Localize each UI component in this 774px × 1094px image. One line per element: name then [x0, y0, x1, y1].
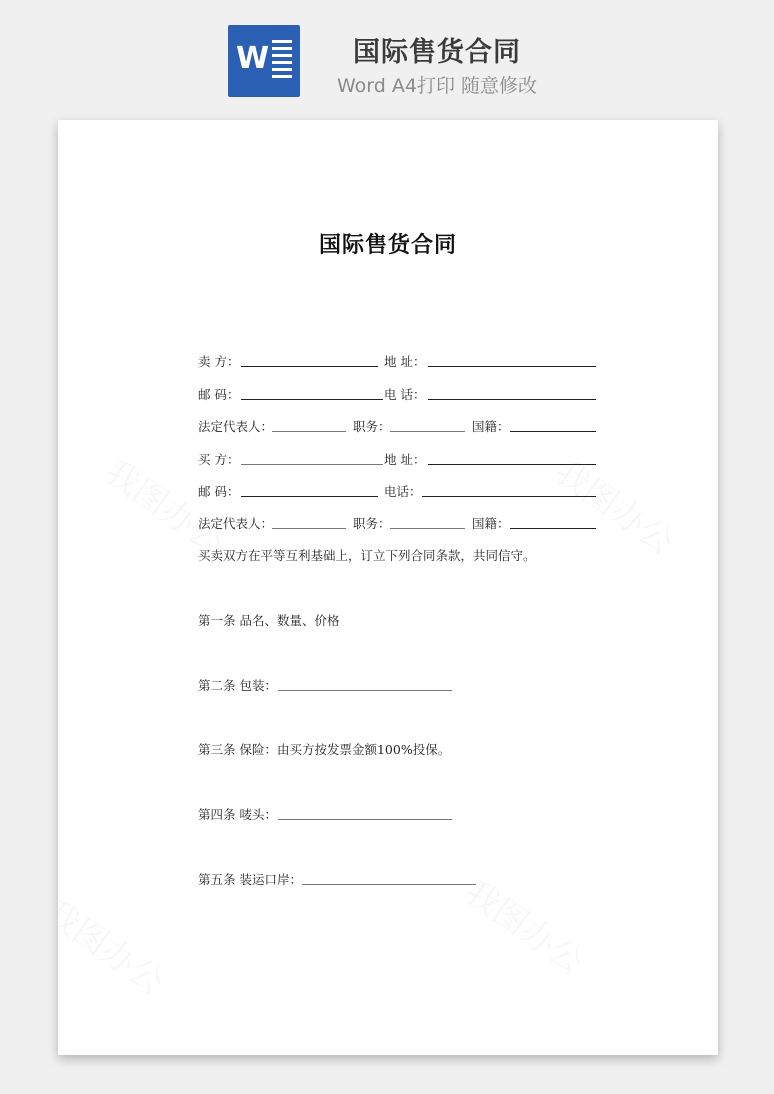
seller-field[interactable]	[241, 366, 378, 367]
buyer-nationality-label: 国籍：	[472, 516, 510, 531]
seller-position-field[interactable]	[390, 431, 465, 432]
seller-rep-field[interactable]	[272, 431, 346, 432]
seller-phone-label: 电 话：	[384, 387, 426, 402]
buyer-nationality-field[interactable]	[510, 528, 596, 529]
buyer-address-field[interactable]	[428, 464, 596, 465]
clause-4-label: 第四条 唛头：	[198, 807, 277, 822]
seller-position-label: 职务：	[353, 419, 391, 434]
header-banner	[0, 0, 774, 110]
watermark	[58, 885, 176, 1003]
buyer-phone-field[interactable]	[422, 496, 596, 497]
seller-address-label: 地 址：	[384, 354, 426, 369]
seller-phone-field[interactable]	[428, 399, 596, 400]
seller-address-field[interactable]	[428, 366, 596, 367]
buyer-field[interactable]	[241, 464, 383, 465]
document-page	[58, 120, 718, 1055]
packing-field[interactable]	[278, 690, 452, 691]
port-of-loading-field[interactable]	[302, 884, 476, 885]
header-title: 国际售货合同	[353, 37, 521, 68]
word-icon-letter: W	[236, 41, 270, 76]
seller-rep-label: 法定代表人：	[198, 419, 274, 434]
buyer-postcode-field[interactable]	[241, 496, 378, 497]
header-subtitle: Word A4打印 随意修改	[336, 75, 537, 97]
buyer-position-field[interactable]	[390, 528, 465, 529]
buyer-rep-label: 法定代表人：	[198, 516, 274, 531]
seller-nationality-field[interactable]	[510, 431, 596, 432]
watermark	[456, 865, 596, 983]
shipping-mark-field[interactable]	[278, 819, 452, 820]
intro-paragraph: 买卖双方在平等互利基础上，订立下列合同条款，共同信守。	[198, 548, 536, 563]
buyer-phone-label: 电话：	[384, 484, 422, 499]
buyer-rep-field[interactable]	[272, 528, 346, 529]
document-title: 国际售货合同	[318, 233, 457, 258]
clause-1: 第一条 品名、数量、价格	[198, 613, 340, 628]
buyer-label: 买 方：	[198, 452, 240, 467]
seller-postcode-field[interactable]	[241, 399, 383, 400]
seller-postcode-label: 邮 码：	[198, 387, 240, 402]
buyer-postcode-label: 邮 码：	[198, 484, 240, 499]
clause-2-label: 第二条 包装：	[198, 678, 277, 693]
seller-label: 卖 方：	[198, 354, 240, 369]
clause-3: 第三条 保险：由买方按发票金额100%投保。	[198, 742, 451, 757]
buyer-position-label: 职务：	[353, 516, 391, 531]
clause-5-label: 第五条 装运口岸：	[198, 872, 302, 887]
seller-nationality-label: 国籍：	[472, 419, 510, 434]
buyer-address-label: 地 址：	[384, 452, 426, 467]
